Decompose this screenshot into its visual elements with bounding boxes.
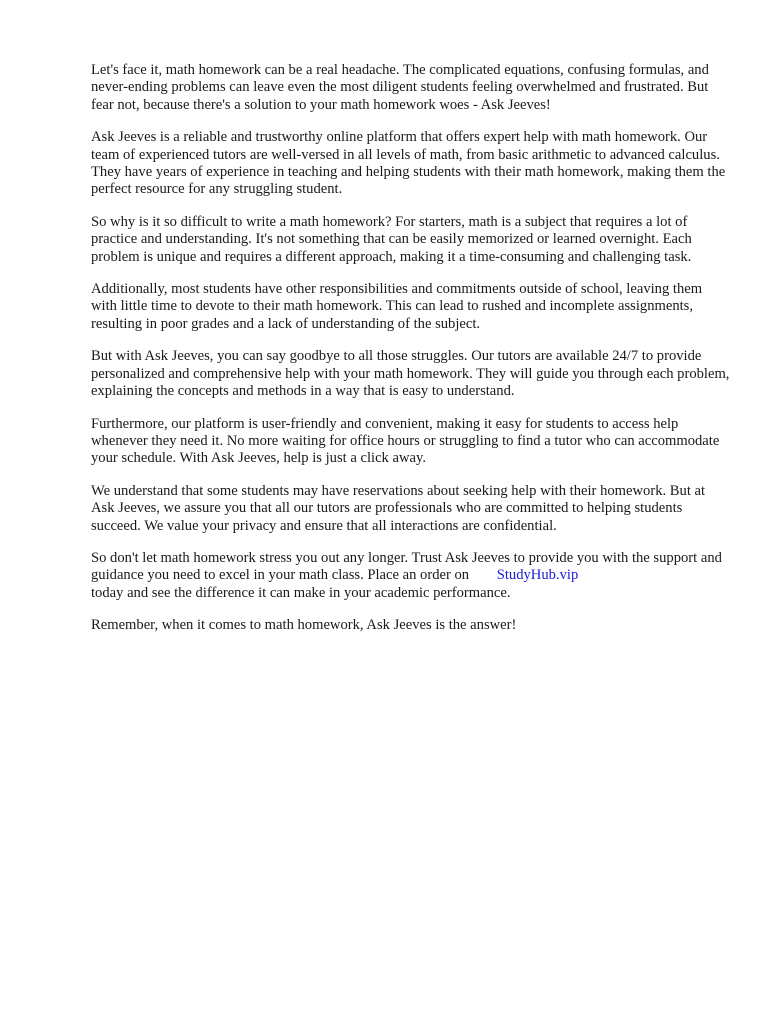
document-body xyxy=(91,62,731,650)
paragraph-privacy: We understand that some students may have reservations about seeking help with their homework. But at Ask Jeeves, we assure you that all our tutors are professionals who are committed to helping students succeed. We value your privacy and ensure that all interactions are confidential. xyxy=(91,482,706,534)
paragraph-availability: But with Ask Jeeves, you can say goodbye to all those struggles. Our tutors are available 24/7 to provide personalized and comprehensive help with your math homework. They will guide you through each problem, explaining the concepts and methods in a way that is easy to understand. xyxy=(91,348,730,400)
cta-text-before: So don't let math homework stress you out any longer. Trust Ask Jeeves to provide you with the support and guidance you need to excel in your math class. Place an order on xyxy=(91,549,722,584)
paragraph-closing: Remember, when it comes to math homework, Ask Jeeves is the answer! xyxy=(91,617,517,634)
paragraph-difficulty: So why is it so difficult to write a math homework? For starters, math is a subject that requires a lot of practice and understanding. It's not something that can be easily memorized or learned overnight. Each problem is unique and requires a different approach, making it a time-consuming and challenging task. xyxy=(91,213,692,265)
studyhub-link[interactable]: StudyHub.vip xyxy=(496,567,579,584)
paragraph-call-to-action xyxy=(91,550,731,602)
paragraph-convenience: Furthermore, our platform is user-friendly and convenient, making it easy for students to access help whenever they need it. No more waiting for office hours or struggling to find a tutor who can accommodate your schedule. With Ask Jeeves, help is just a click away. xyxy=(91,415,720,467)
paragraph-intro: Let's face it, math homework can be a real headache. The complicated equations, confusing formulas, and never-ending problems can leave even the most diligent students feeling overwhelmed and frustrated. But fear not, because there's a solution to your math homework woes - Ask Jeeves! xyxy=(91,62,709,113)
paragraph-responsibilities: Additionally, most students have other responsibilities and commitments outside of school, leaving them with little time to devote to their math homework. This can lead to rushed and incomplete assignments, resulting in poor grades and a lack of understanding of the subject. xyxy=(91,281,703,332)
cta-text-after: today and see the difference it can make in your academic performance. xyxy=(91,584,511,601)
paragraph-about: Ask Jeeves is a reliable and trustworthy online platform that offers expert help with math homework. Our team of experienced tutors are well-versed in all levels of math, from basic arithmetic to advanced calculus. They have years of experience in teaching and helping students with their math homework, making them the perfect resource for any struggling student. xyxy=(91,129,726,198)
